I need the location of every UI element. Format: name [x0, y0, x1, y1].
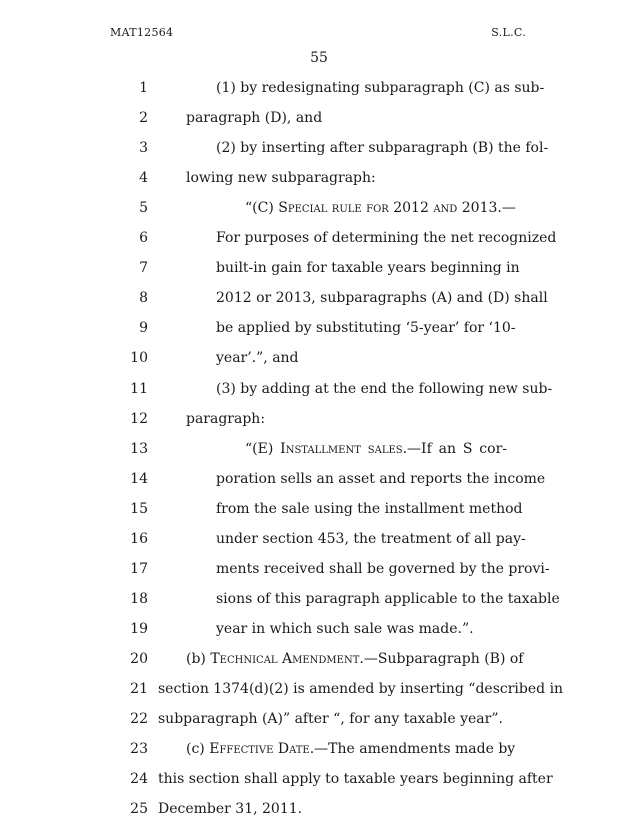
line-text: under section 453, the treatment of all pay- [216, 530, 526, 547]
line-text: subparagraph (A)” after “, for any taxable year”. [158, 711, 503, 728]
line-number: 16 [130, 530, 148, 547]
line-text: sions of this paragraph applicable to the taxable [216, 590, 560, 607]
line-number: 4 [139, 170, 148, 187]
line-number: 21 [130, 681, 148, 697]
line-number: 2 [139, 110, 148, 127]
line-number: 14 [130, 470, 148, 487]
line-text: section 1374(d)(2) is amended by inserting “described in [158, 681, 564, 697]
line-number: 5 [139, 200, 148, 217]
text-line [0, 799, 638, 831]
heading-small-caps: Installment sales [280, 440, 403, 457]
line-number: 19 [130, 620, 148, 637]
line-text: For purposes of determining the net recognized [216, 230, 557, 247]
text-line [0, 769, 638, 801]
line-number: 15 [130, 500, 148, 517]
line-number: 1 [139, 80, 148, 96]
line-number: 8 [139, 290, 148, 307]
text-line [0, 739, 638, 771]
line-number: 23 [130, 741, 148, 758]
text-line [0, 228, 638, 260]
line-text: poration sells an asset and reports the income [216, 470, 546, 487]
text-line [0, 619, 638, 651]
header-initials: S.L.C. [491, 26, 526, 39]
text-line [0, 499, 638, 531]
line-text: ments received shall be governed by the provi- [216, 560, 550, 577]
line-text: (1) by redesignating subparagraph (C) as sub- [216, 80, 545, 96]
heading-small-caps: Special rule for 2012 and 2013 [278, 200, 498, 217]
text-line [0, 469, 638, 501]
line-number: 10 [130, 350, 148, 367]
line-text: (c) Effective Date.—The amendments made by [186, 741, 516, 758]
text-line [0, 78, 638, 110]
line-number: 25 [130, 801, 148, 818]
text-line [0, 529, 638, 561]
page-number: 55 [310, 50, 328, 66]
line-number: 24 [130, 771, 148, 788]
line-number: 22 [130, 711, 148, 728]
heading-small-caps: Effective Date [209, 741, 310, 758]
line-text: lowing new subparagraph: [186, 170, 376, 187]
text-line [0, 439, 638, 471]
line-text: 2012 or 2013, subparagraphs (A) and (D) shall [216, 290, 548, 307]
text-line [0, 198, 638, 230]
text-line [0, 409, 638, 441]
line-text: (b) Technical Amendment.—Subparagraph (B) of [186, 650, 524, 667]
text-line [0, 709, 638, 741]
line-text: year’.”, and [216, 350, 299, 367]
line-text: be applied by substituting ‘5-year’ for ‘10- [216, 320, 516, 337]
line-text: “(E) Installment sales.—If an S cor- [245, 440, 507, 457]
text-line [0, 258, 638, 290]
line-text: paragraph (D), and [186, 110, 323, 127]
text-line [0, 318, 638, 350]
heading-small-caps: Technical Amendment [210, 650, 360, 667]
line-number: 11 [130, 380, 148, 397]
line-number: 9 [139, 320, 148, 337]
text-line [0, 168, 638, 200]
line-text: from the sale using the installment method [216, 500, 523, 517]
line-text: (3) by adding at the end the following new sub- [216, 380, 553, 397]
text-line [0, 679, 638, 711]
line-number: 18 [130, 590, 148, 607]
line-text: “(C) Special rule for 2012 and 2013.— [245, 200, 516, 217]
line-number: 12 [130, 410, 148, 427]
line-number: 13 [130, 440, 148, 457]
line-text: December 31, 2011. [158, 801, 303, 818]
line-number: 3 [139, 140, 148, 157]
text-line [0, 379, 638, 411]
text-line [0, 288, 638, 320]
line-text: this section shall apply to taxable years beginning after [158, 771, 553, 788]
text-line [0, 138, 638, 170]
text-line [0, 108, 638, 140]
line-text: (2) by inserting after subparagraph (B) the fol- [216, 140, 549, 157]
line-text: year in which such sale was made.”. [216, 620, 474, 637]
line-number: 6 [139, 230, 148, 247]
text-line [0, 649, 638, 681]
line-text: built-in gain for taxable years beginning in [216, 260, 520, 277]
text-line [0, 589, 638, 621]
line-number: 17 [130, 560, 148, 577]
line-number: 20 [130, 650, 148, 667]
line-text: paragraph: [186, 410, 266, 427]
text-line [0, 348, 638, 380]
document-id: MAT12564 [110, 26, 174, 39]
line-number: 7 [139, 260, 148, 277]
text-line [0, 559, 638, 591]
